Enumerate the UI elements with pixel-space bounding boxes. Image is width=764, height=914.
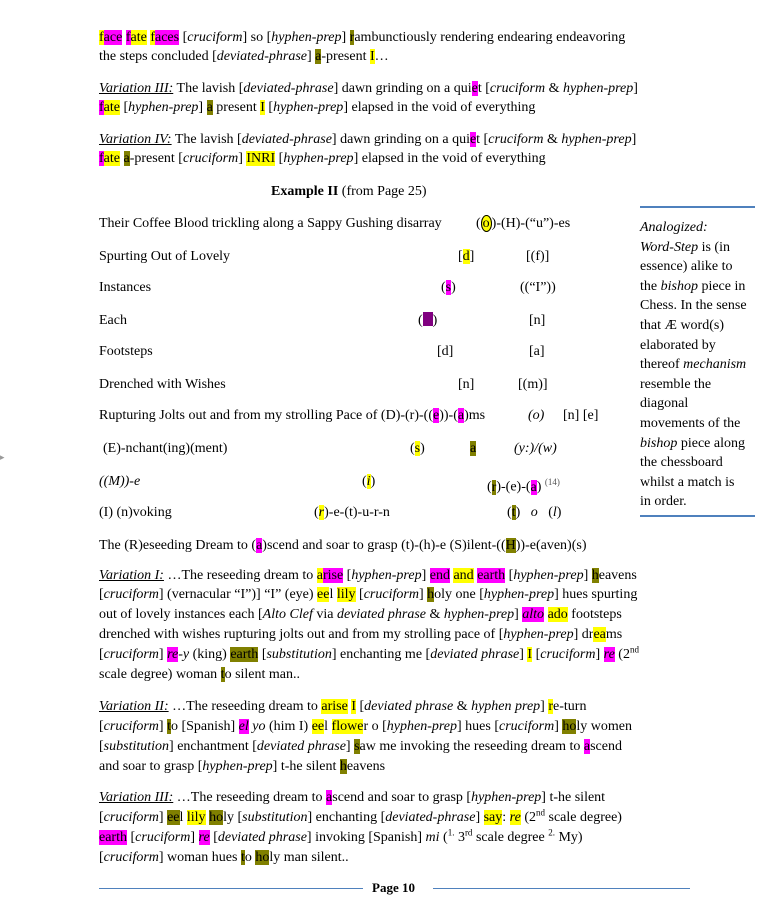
var2-line-2: [cruciform] to [Spanish] el yo (him I) eel flower o [hyphen-prep] hues [cruciform] holy women <box>99 719 632 734</box>
example-row-9-a: (i) <box>362 474 376 489</box>
var1-line-2: [cruciform] (vernacular “I”)] “I” (eye) eel lily [cruciform] holy one [hyphen-prep] hues spurting <box>99 587 638 602</box>
footer-left-rule <box>99 888 363 889</box>
example-row-3-b: ((“I”)) <box>520 280 556 295</box>
example-row-1-col: ( o )-(H)-(“u”)-es <box>476 216 571 231</box>
sidebar-note: Analogized: Word-Step is (in essence) alike to the bishop piece in Chess. In the sense that Æ word(s) elaborated by thereof mechanism resemble the diagonal movements of the bishop piece along the chessboard whilst a match is in order. <box>640 220 747 510</box>
example-row-2-b: [(f)] <box>526 249 550 264</box>
example-row-9-b: (r)-(e)-(a) $^{(14)}$ <box>487 477 560 495</box>
example-row-10: (I) (n)voking <box>99 505 172 520</box>
var1-line-1: Variation I: …The reseeding dream to arise [hyphen-prep] end and earth [hyphen-prep] heavens <box>99 568 637 583</box>
intro-line-1: face fate faces [cruciform] so [hyphen-prep] rambunctiously rendering endearing endeavoring <box>99 30 626 45</box>
example-row-5-a: [d] <box>437 344 454 359</box>
example-row-1: Their Coffee Blood trickling along a Sappy Gushing disarray <box>99 216 442 231</box>
example-row-8-c: (y:)/(w) <box>514 441 557 456</box>
scroll-marker-icon: ▸ <box>0 452 5 462</box>
example-row-4-b: [n] <box>529 313 546 328</box>
example-row-2-a: [d] <box>458 249 475 264</box>
example-row-10-a: (r)-e-(t)-u-r-n <box>314 505 390 520</box>
example-heading: Example II (from Page 25) <box>271 184 427 199</box>
example-row-4: Each <box>99 313 127 328</box>
example-row-8: (E)-nchant(ing)(ment) <box>103 441 228 456</box>
var3b-line-2: [cruciform] eel lily holy [substitution] enchanting [deviated-phrase] say: re (2nd scale degree) <box>99 807 622 825</box>
var3b-line-1: Variation III: …The reseeding dream to ascend and soar to grasp [hyphen-prep] t-he silent <box>99 790 606 805</box>
example-row-6-b: [(m)] <box>518 377 548 392</box>
example-row-8-b: a <box>470 441 477 456</box>
var1-line-6: scale degree) woman to silent man.. <box>99 667 300 682</box>
example-row-5-b: [a] <box>529 344 545 359</box>
sidebar-bottom-rule <box>640 515 755 517</box>
var1-line-4: drenched with wishes rupturing jolts out and from my strolling pace of [hyphen-prep] dreams <box>99 627 623 642</box>
example-row-7: Rupturing Jolts out and from my strolling Pace of (D)-(r)-((e))-(a)ms <box>99 408 486 423</box>
page-number: Page 10 <box>372 880 415 895</box>
variation-4-line-2: fate a-present [cruciform] INRI [hyphen-prep] elapsed in the void of everything <box>99 151 546 166</box>
example-row-2: Spurting Out of Lovely <box>99 249 231 264</box>
variation-3-line-1: Variation III: The lavish [deviated-phrase] dawn grinding on a quiet [cruciform & hyphen-prep] <box>99 81 638 96</box>
var3b-line-3: earth [cruciform] re [deviated phrase] invoking [Spanish] mi ($^{1.}$ 3rd scale degree $^{2.}$ My) <box>99 827 583 845</box>
sidebar-top-rule <box>640 206 755 208</box>
var2-line-1: Variation II: …The reseeding dream to arise I [deviated phrase & hyphen prep] re-turn <box>99 699 587 714</box>
footer-right-rule <box>433 888 690 889</box>
example-row-3-a: (s) <box>441 280 456 295</box>
example-row-8-a: (s) <box>410 441 425 456</box>
example-row-6: Drenched with Wishes <box>99 377 226 392</box>
var1-line-3: out of lovely instances each [Alto Clef via deviated phrase & hyphen-prep] alto ado footsteps <box>99 607 622 622</box>
example-row-10-b: (t) o (l) <box>507 505 562 520</box>
var1-line-5: [cruciform] re-y (king) earth [substitution] enchanting me [deviated phrase] I [cruciform] re (2nd <box>99 644 639 662</box>
var2-line-3: [substitution] enchantment [deviated phrase] saw me invoking the reseeding dream to ascend <box>99 739 622 754</box>
example-row-3: Instances <box>99 280 152 295</box>
variation-3-line-2: fate [hyphen-prep] a present I [hyphen-prep] elapsed in the void of everything <box>99 100 536 115</box>
example-row-5: Footsteps <box>99 344 153 359</box>
reseeding-line: The (R)eseeding Dream to (a)scend and soar to grasp (t)-(h)-e (S)ilent-((H))-e(aven)(s) <box>99 538 587 553</box>
variation-4-line-1: Variation IV: The lavish [deviated-phrase] dawn grinding on a quiet [cruciform & hyphen-prep] <box>99 132 637 147</box>
example-row-7-b: [n] [e] <box>563 408 599 423</box>
intro-line-2: the steps concluded [deviated-phrase] a-present I… <box>99 49 389 64</box>
example-row-9: ((M))-e <box>99 474 141 489</box>
example-row-6-a: [n] <box>458 377 475 392</box>
example-row-4-a: ( ) <box>418 313 438 328</box>
var3b-line-4: [cruciform] woman hues to holy man silent.. <box>99 850 349 865</box>
example-row-7-a: (o) <box>528 408 545 423</box>
var2-line-4: and soar to grasp [hyphen-prep] t-he silent heavens <box>99 759 386 774</box>
